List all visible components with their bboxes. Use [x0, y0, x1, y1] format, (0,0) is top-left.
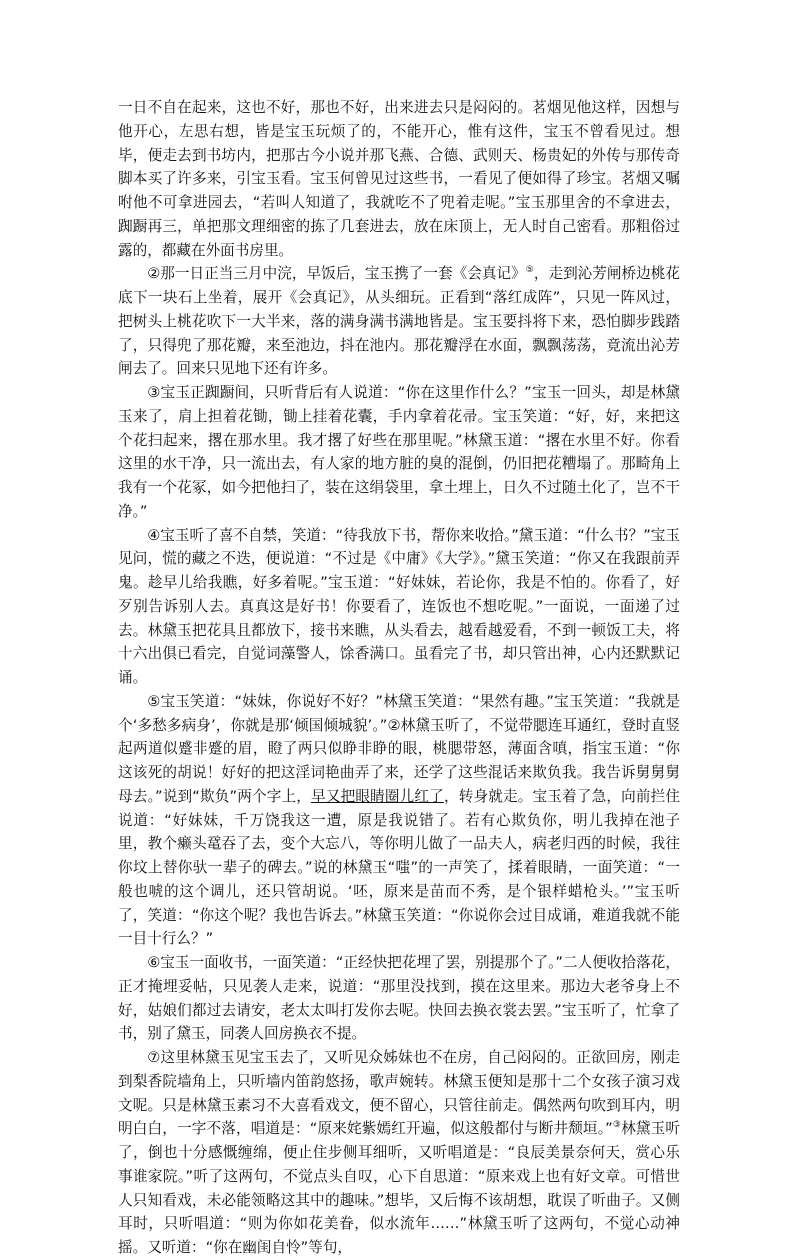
paragraph-7-text-b: 林黛玉听了，倒也十分感慨缠绵，便止住步侧耳细听，又听唱道是：“良辰美景奈何天，赏心乐事谁家院。”听了这两句，不觉点头自叹，心下自思道：“原来戏上也有好文章。可惜世人只知看戏，未必能领略这其中的趣味。”想毕，又后悔不该胡想，耽误了听曲子。又侧耳时，只听唱道：“则为你如花美眷，似水流年……”林黛玉听了这两句，不觉心动神摇。又听道：“你在幽闺自怜”等句，: [118, 1120, 680, 1256]
paragraph-2-text-a: ②那一日正当三月中浣，早饭后，宝玉携了一套《会真记》: [147, 265, 526, 283]
paragraph-4: [118, 524, 680, 690]
paragraph-5-text-a: ⑤宝玉笑道：“妹妹，你说好不好？”林黛玉笑道：“果然有趣。”宝玉笑道：“我就是个‘多愁多病身’，你就是那‘倾国倾城貌’。”②林黛玉听了，不觉带腮连耳通红，登时直竖起两道似蹙非蹙的眉，瞪了两只似睁非睁的眼，桃腮带怒，薄面含嗔，指宝玉道：“你这该死的胡说！好好的把这淫词艳曲弄了来，还学了这些混话来欺负我。我告诉舅舅舅母去。”说到“欺负”两个字上，: [118, 692, 680, 805]
paragraph-2: [118, 262, 680, 381]
paragraph-7-text-a: ⑦这里林黛玉见宝玉去了，又听见众姊妹也不在房，自己闷闷的。正欲回房，刚走到梨香院墙角上，只听墙内笛韵悠扬，歌声婉转。林黛玉便知是那十二个女孩子演习戏文呢。只是林黛玉素习不大喜看戏文，便不留心，只管往前走。偶然两句吹到耳内，明明白白，一字不落，唱道是：“原来姹紫嫣红开遍，似这般都付与断井颓垣。”: [118, 1049, 680, 1138]
paragraph-2-text-b: ，走到沁芳闸桥边桃花底下一块石上坐着，展开《会真记》，从头细玩。正看到“落红成阵”，只见一阵风过，把树头上桃花吹下一大半来，落的满身满书满地皆是。宝玉要抖将下来，恐怕脚步践踏了，只得兜了那花瓣，来至池边，抖在池内。那花瓣浮在水面，飘飘荡荡，竟流出沁芳闸去了。回来只见地下还有许多。: [118, 265, 680, 378]
underlined-phrase: 早又把眼睛圈儿红了: [311, 787, 444, 805]
paragraph-3-text: ③宝玉正踟蹰间，只听背后有人说道：“你在这里作什么？”宝玉一回头，却是林黛玉来了，肩上担着花锄，锄上挂着花囊，手内拿着花帚。宝玉笑道：“好，好，来把这个花扫起来，撂在那水里。我才撂了好些在那里呢。”林黛玉道：“撂在水里不好。你看这里的水干净，只一流出去，有人家的地方脏的臭的混倒，仍旧把花糟塌了。那畸角上我有一个花冢，如今把他扫了，装在这绢袋里，拿土埋上，日久不过随土化了，岂不干净。”: [118, 384, 680, 520]
paragraph-6-text: ⑥宝玉一面收书，一面笑道：“正经快把花埋了罢，别提那个了。”二人便收拾落花，正才掩埋妥帖，只见袭人走来，说道：“那里没找到，摸在这里来。那边大老爷身上不好，姑娘们都过去请安，老太太叫打发你去呢。快回去换衣裳去罢。”宝玉听了，忙拿了书，别了黛玉，同袭人回房换衣不提。: [118, 954, 680, 1043]
paragraph-6: [118, 951, 680, 1046]
paragraph-3: [118, 381, 680, 524]
paragraph-1: [118, 96, 680, 262]
document-body: [118, 96, 680, 1260]
paragraph-5-text-b: ，转身就走。宝玉着了急，向前拦住说道：“好妹妹，千万饶我这一遭，原是我说错了。若有心欺负你，明儿我掉在池子里，教个癞头鼋吞了去，变个大忘八，等你明儿做了一品夫人，病老归西的时候，我往你坟上替你驮一辈子的碑去。”说的林黛玉“嗤”的一声笑了，揉着眼睛，一面笑道：“一般也唬的这个调儿，还只管胡说。‘呸，原来是苗而不秀，是个银样蜡枪头。’”宝玉听了，笑道：“你这个呢？我也告诉去。”林黛玉笑道：“你说你会过目成诵，难道我就不能一目十行么？”: [118, 787, 680, 948]
paragraph-7: [118, 1046, 680, 1260]
paragraph-1-text: 一日不自在起来，这也不好，那也不好，出来进去只是闷闷的。茗烟见他这样，因想与他开心，左思右想，皆是宝玉玩烦了的，不能开心，惟有这件，宝玉不曾看见过。想毕，便走去到书坊内，把那古今小说并那飞燕、合德、武则天、杨贵妃的外传与那传奇脚本买了许多来，引宝玉看。宝玉何曾见过这些书，一看见了便如得了珍宝。茗烟又嘱咐他不可拿进园去，“若叫人知道了，我就吃不了兜着走呢。”宝玉那里舍的不拿进去，踟蹰再三，单把那文理细密的拣了几套进去，放在床顶上，无人时自己密看。那粗俗过露的，都藏在外面书房里。: [118, 99, 680, 259]
paragraph-5: [118, 690, 680, 951]
footnote-marker: ③: [612, 1120, 622, 1131]
footnote-marker: ⑤: [525, 265, 534, 276]
paragraph-4-text: ④宝玉听了喜不自禁，笑道：“待我放下书，帮你来收拾。”黛玉道：“什么书？”宝玉见问，慌的藏之不迭，便说道：“不过是《中庸》《大学》。”黛玉笑道：“你又在我跟前弄鬼。趁早儿给我瞧，好多着呢。”宝玉道：“好妹妹，若论你，我是不怕的。你看了，好歹别告诉别人去。真真这是好书！你要看了，连饭也不想吃呢。”一面说，一面递了过去。林黛玉把花具且都放下，接书来瞧，从头看去，越看越爱看，不到一顿饭工夫，将十六出俱已看完，自觉词藻警人，馀香满口。虽看完了书，却只管出神，心内还默默记诵。: [118, 526, 680, 686]
